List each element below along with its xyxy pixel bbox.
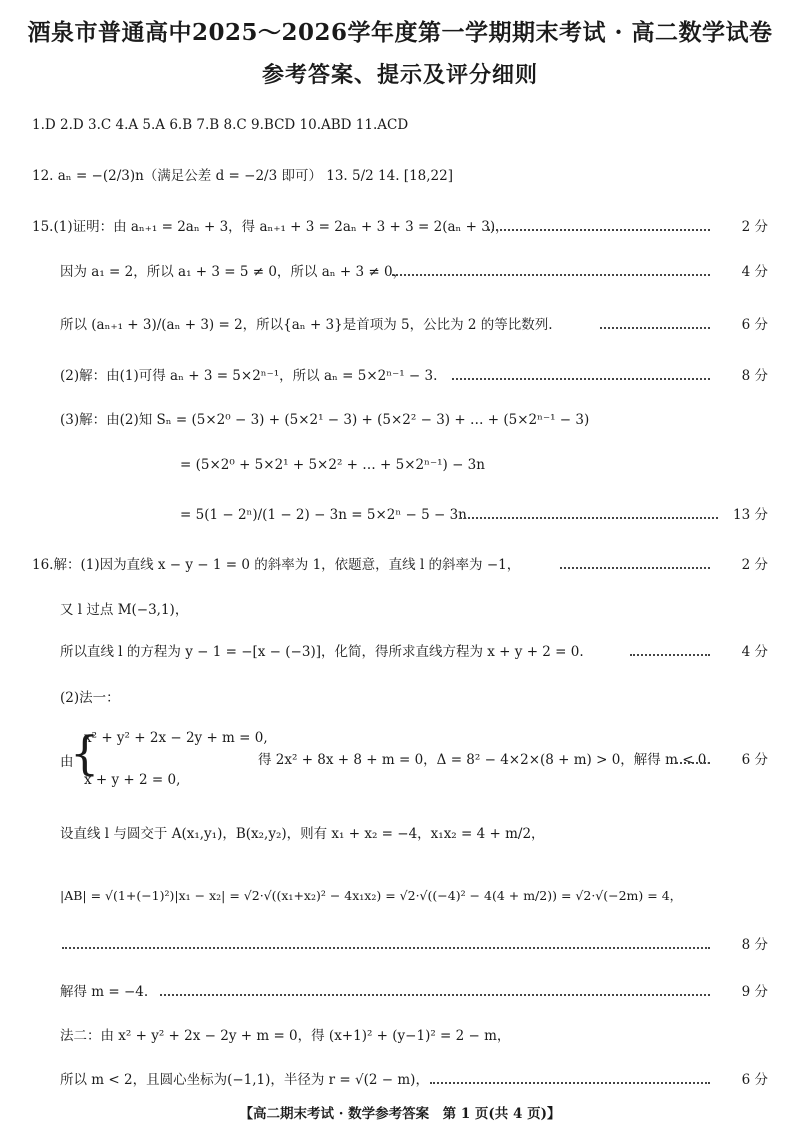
solution-text: 法二：由 x² + y² + 2x − 2y + m = 0，得 (x+1)² + (y−1)² = 2 − m， — [60, 1028, 511, 1044]
score-mark: 4 分 — [741, 644, 768, 660]
solution-text: = (5×2⁰ + 5×2¹ + 5×2² + … + 5×2ⁿ⁻¹) − 3n — [180, 457, 485, 473]
dot-leader — [160, 994, 710, 996]
solution-text: 16.解：(1)因为直线 x − y − 1 = 0 的斜率为 1，依题意，直线 l 的斜率为 −1， — [32, 557, 521, 573]
dot-leader — [392, 274, 710, 276]
score-mark: 6 分 — [741, 1072, 768, 1088]
score-mark: 13 分 — [733, 507, 768, 523]
score-mark: 8 分 — [741, 937, 768, 953]
solution-text: 所以直线 l 的方程为 y − 1 = −[x − (−3)]，化简，得所求直线方程为 x + y + 2 = 0. — [60, 644, 584, 660]
dot-leader — [630, 654, 710, 656]
solution-text: (3)解：由(2)知 Sₙ = (5×2⁰ − 3) + (5×2¹ − 3) + (5×2² − 3) + … + (5×2ⁿ⁻¹ − 3) — [60, 412, 590, 428]
score-mark: 6 分 — [741, 317, 768, 333]
solution-text: = 5(1 − 2ⁿ)/(1 − 2) − 3n = 5×2ⁿ − 5 − 3n. — [180, 507, 472, 523]
dot-leader — [676, 762, 710, 764]
score-mark: 2 分 — [741, 219, 768, 235]
solution-text: 设直线 l 与圆交于 A(x₁,y₁)，B(x₂,y₂)，则有 x₁ + x₂ = −4，x₁x₂ = 4 + m/2， — [60, 826, 545, 842]
score-mark: 2 分 — [741, 557, 768, 573]
system-equation-1: x² + y² + 2x − 2y + m = 0, — [84, 730, 268, 746]
solution-text: 15.(1)证明：由 aₙ₊₁ = 2aₙ + 3，得 aₙ₊₁ + 3 = 2aₙ + 3 + 3 = 2(aₙ + 3)， — [32, 219, 509, 235]
dot-leader — [488, 229, 710, 231]
solution-text: (2)解：由(1)可得 aₙ + 3 = 5×2ⁿ⁻¹，所以 aₙ = 5×2ⁿ⁻¹ − 3. — [60, 368, 438, 384]
solution-text: 所以 (aₙ₊₁ + 3)/(aₙ + 3) = 2，所以{aₙ + 3}是首项为 5，公比为 2 的等比数列. — [60, 317, 553, 333]
solution-text: 因为 a₁ = 2，所以 a₁ + 3 = 5 ≠ 0，所以 aₙ + 3 ≠ 0， — [60, 264, 407, 280]
page-title: 酒泉市普通高中2025～2026学年度第一学期期末考试 · 高二数学试卷 — [27, 19, 773, 46]
dot-leader — [600, 327, 710, 329]
page-subtitle: 参考答案、提示及评分细则 — [261, 62, 538, 88]
page-footer: 【高二期末考试 · 数学参考答案 第 1 页(共 4 页)】 — [239, 1106, 561, 1122]
dot-leader — [560, 567, 710, 569]
left-brace: { — [70, 726, 100, 780]
solution-text: |AB| = √(1+(−1)²)|x₁ − x₂| = √2·√((x₁+x₂)² − 4x₁x₂) = √2·√((−4)² − 4(4 + m/2)) = √2·√(−2m) = 4， — [60, 888, 683, 903]
score-mark: 6 分 — [741, 752, 768, 768]
dot-leader — [452, 378, 710, 380]
solution-text: 得 2x² + 8x + 8 + m = 0，Δ = 8² − 4×2×(8 + m) > 0，解得 m < 0. — [258, 752, 711, 768]
score-mark: 8 分 — [741, 368, 768, 384]
solution-text: 解得 m = −4. — [60, 984, 149, 1000]
score-mark: 4 分 — [741, 264, 768, 280]
dot-leader — [460, 517, 718, 519]
solution-text: 又 l 过点 M(−3,1)， — [60, 602, 189, 618]
system-prefix: 由 — [60, 754, 74, 770]
solution-text: 所以 m < 2，且圆心坐标为(−1,1)，半径为 r = √(2 − m)， — [60, 1072, 429, 1088]
choice-answers: 1.D 2.D 3.C 4.A 5.A 6.B 7.B 8.C 9.BCD 10.ABD 11.ACD — [32, 117, 409, 133]
dot-leader — [430, 1082, 710, 1084]
system-equation-2: x + y + 2 = 0, — [84, 772, 181, 788]
solution-text: (2)法一： — [60, 690, 120, 706]
dot-leader — [62, 947, 710, 949]
score-mark: 9 分 — [741, 984, 768, 1000]
fill-answers: 12. aₙ = −(2/3)n（满足公差 d = −2/3 即可） 13. 5/2 14. [18,22] — [32, 168, 453, 184]
